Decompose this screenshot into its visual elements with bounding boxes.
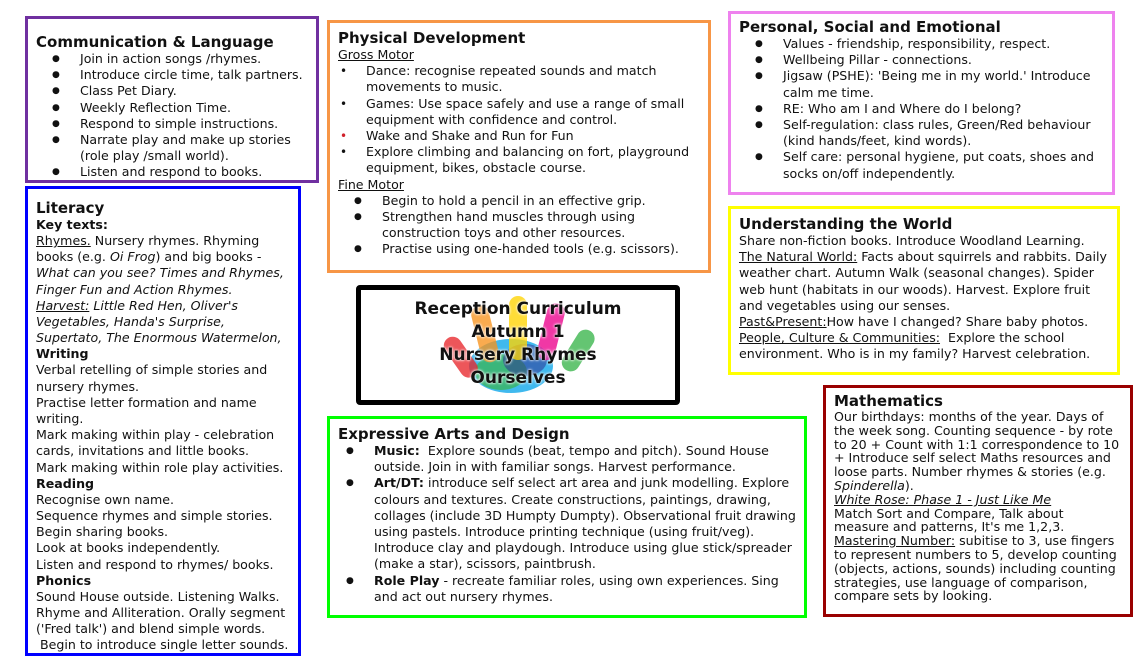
curriculum-title-line-1: Reception Curriculum xyxy=(414,299,622,319)
physical-development-box xyxy=(327,20,711,273)
communication-language-list xyxy=(36,51,308,181)
mathematics-title: Mathematics xyxy=(834,392,943,410)
spinderella-title: Spinderella xyxy=(834,477,905,493)
phonics-heading: Phonics xyxy=(36,572,92,588)
personal-social-emotional-box xyxy=(728,11,1115,195)
math-intro: Our birthdays: months of the year. Days of the week song. Counting sequence - by rote to 20 + Count with 1:1 correspondence to 10 + Introduce self select Maths resources and loose parts. Number rhymes & stories (e.g. xyxy=(834,409,1120,480)
mastering-number-text: subitise to 3, use fingers to represent numbers to 5, develop counting (objects, actions, sounds) including counting strategies, use language of comparison, compare sets by looking. xyxy=(834,533,1117,604)
past-present-label: Past&Present: xyxy=(739,314,827,330)
pse-title: Personal, Social and Emotional xyxy=(739,18,1001,36)
curriculum-title-line-4: Ourselves xyxy=(470,368,566,388)
fine-motor-list xyxy=(338,193,700,258)
list-item: Mark making within play - celebration cards, invitations and little books. xyxy=(36,427,275,459)
list-item: • Wake and Shake and Run for Fun xyxy=(338,128,700,144)
list-item: ● Strengthen hand muscles through using construction toys and other resources. xyxy=(338,209,700,241)
curriculum-title-line-2: Autumn 1 xyxy=(471,322,565,342)
list-item: ● Weekly Reflection Time. xyxy=(36,100,308,116)
list-item: Begin sharing books. xyxy=(36,524,169,540)
ead-title: Expressive Arts and Design xyxy=(338,425,570,443)
list-item: ● Jigsaw (PSHE): 'Being me in my world.' Introduce calm me time. xyxy=(739,68,1104,100)
fine-motor-heading: Fine Motor xyxy=(338,176,404,192)
list-item: Listen and respond to rhymes/ books. xyxy=(36,556,274,572)
natural-world-text: Facts about squirrels and rabbits. Daily weather chart. Autumn Walk (seasonal changes). Spider web hunt (habitats in our woods). Harvest. Explore fruit and vegetables using our senses. xyxy=(739,249,1107,313)
rhymes-text: Nursery rhymes. Rhyming books (e.g. xyxy=(36,233,260,265)
curriculum-title-box xyxy=(356,285,680,405)
list-item: Look at books independently. xyxy=(36,540,221,556)
natural-world-label: The Natural World: xyxy=(739,249,858,265)
rhymes-big-books: What can you see? Times and Rhymes, Finger Fun and Action Rhymes. xyxy=(36,265,284,297)
physical-development-title: Physical Development xyxy=(338,29,526,47)
key-texts-heading: Key texts: xyxy=(36,217,108,232)
gross-motor-heading: Gross Motor xyxy=(338,47,414,62)
harvest-titles: Little Red Hen, Oliver's Vegetables, Handa's Surprise, Supertato, The Enormous Watermelon, xyxy=(36,297,282,346)
list-item: • Games: Use space safely and use a range of small equipment with confidence and control. xyxy=(338,96,700,128)
rhymes-label: Rhymes. xyxy=(36,233,91,248)
communication-language-box xyxy=(25,16,319,183)
list-item: ● Narrate play and make up stories (role play /small world). xyxy=(36,132,308,164)
literacy-box xyxy=(25,186,301,656)
curriculum-title-line-3: Nursery Rhymes xyxy=(439,345,597,365)
utw-text xyxy=(739,233,1109,363)
art-dt-text: introduce self select art area and junk modelling. Explore colours and textures. Create constructions, paintings, drawing, collages (include 3D Humpty Dumpty). Observational fruit drawing using pastels. Introduce printing technique (using fruit/veg). Introduce clay and playdough. Introduce using glue stick/spreader (make a star), scissors, paintbrush. xyxy=(374,475,796,572)
people-culture-text: Explore the school environment. Who is in my family? Harvest celebration. xyxy=(739,330,1091,362)
list-item: ● Join in action songs /rhymes. xyxy=(36,51,308,67)
communication-language-title: Communication & Language xyxy=(36,33,274,51)
phonics-text xyxy=(36,589,290,654)
list-item: ● Wellbeing Pillar - connections. xyxy=(739,52,1104,68)
rhymes-paragraph xyxy=(36,233,290,298)
list-item: ● Begin to hold a pencil in an effective grip. xyxy=(338,193,700,209)
list-item: ● Class Pet Diary. xyxy=(36,83,308,99)
music-label: Music: xyxy=(374,443,420,458)
list-item xyxy=(338,573,796,605)
understanding-world-box xyxy=(728,206,1120,375)
list-item: Recognise own name. xyxy=(36,491,175,507)
list-item: ● Listen and respond to books. xyxy=(36,164,308,180)
list-item: Begin to introduce single letter sounds. xyxy=(36,637,289,653)
harvest-paragraph xyxy=(36,298,290,347)
math-text xyxy=(834,410,1122,603)
art-dt-label: Art/DT: xyxy=(374,475,424,491)
writing-heading: Writing xyxy=(36,346,89,362)
list-item: Practise letter formation and name writing. xyxy=(36,394,257,427)
list-item: ● Self care: personal hygiene, put coats, shoes and socks on/off independently. xyxy=(739,149,1104,181)
list-item: ● Self-regulation: class rules, Green/Red behaviour (kind hands/feet, kind words). xyxy=(739,117,1104,149)
white-rose-text: Match Sort and Compare, Talk about measure and patterns, It's me 1,2,3. xyxy=(834,505,1065,535)
utw-title: Understanding the World xyxy=(739,215,953,233)
rhymes-text-2: ) and big books - xyxy=(155,249,262,265)
role-play-label: Role Play xyxy=(374,572,440,588)
writing-text xyxy=(36,362,290,475)
white-rose-label: White Rose: Phase 1 - Just Like Me xyxy=(834,491,1052,507)
people-culture-label: People, Culture & Communities: xyxy=(739,330,941,346)
mathematics-box xyxy=(823,385,1133,617)
math-intro-end: ). xyxy=(904,477,914,493)
list-item: ● RE: Who am I and Where do I belong? xyxy=(739,101,1104,117)
list-item: ● Respond to simple instructions. xyxy=(36,116,308,132)
utw-intro: Share non-fiction books. Introduce Woodland Learning. xyxy=(739,233,1085,248)
list-item: • Dance: recognise repeated sounds and match movements to music. xyxy=(338,63,700,95)
pse-list xyxy=(739,36,1104,182)
reading-text xyxy=(36,492,290,573)
list-item: ● Introduce circle time, talk partners. xyxy=(36,67,308,83)
harvest-label: Harvest: xyxy=(36,297,90,313)
list-item: Sound House outside. Listening Walks. Rhyme and Alliteration. Orally segment ('Fred talk') and blend simple words. xyxy=(36,588,286,637)
list-item: ● Values - friendship, responsibility, respect. xyxy=(739,36,1104,52)
reading-heading: Reading xyxy=(36,475,95,491)
list-item xyxy=(338,443,796,475)
list-item: ● Practise using one-handed tools (e.g. scissors). xyxy=(338,241,700,257)
gross-motor-list xyxy=(338,63,700,176)
list-item: Verbal retelling of simple stories and nursery rhymes. xyxy=(36,362,268,394)
oi-frog-title: Oi Frog xyxy=(109,249,156,265)
list-item: Sequence rhymes and simple stories. xyxy=(36,508,273,524)
list-item xyxy=(338,475,796,572)
music-text: Explore sounds (beat, tempo and pitch). Sound House outside. Join in with familiar songs. Harvest performance. xyxy=(374,443,773,475)
role-play-text: - recreate familiar roles, using own experiences. Sing and act out nursery rhymes. xyxy=(374,572,779,604)
literacy-title: Literacy xyxy=(36,199,105,217)
expressive-arts-box xyxy=(327,416,807,618)
list-item: Mark making within role play activities. xyxy=(36,459,284,475)
ead-list xyxy=(338,443,796,605)
list-item: • Explore climbing and balancing on fort, playground equipment, bikes, obstacle course. xyxy=(338,144,700,176)
mastering-number-label: Mastering Number: xyxy=(834,533,956,549)
past-present-text: How have I changed? Share baby photos. xyxy=(826,314,1089,330)
